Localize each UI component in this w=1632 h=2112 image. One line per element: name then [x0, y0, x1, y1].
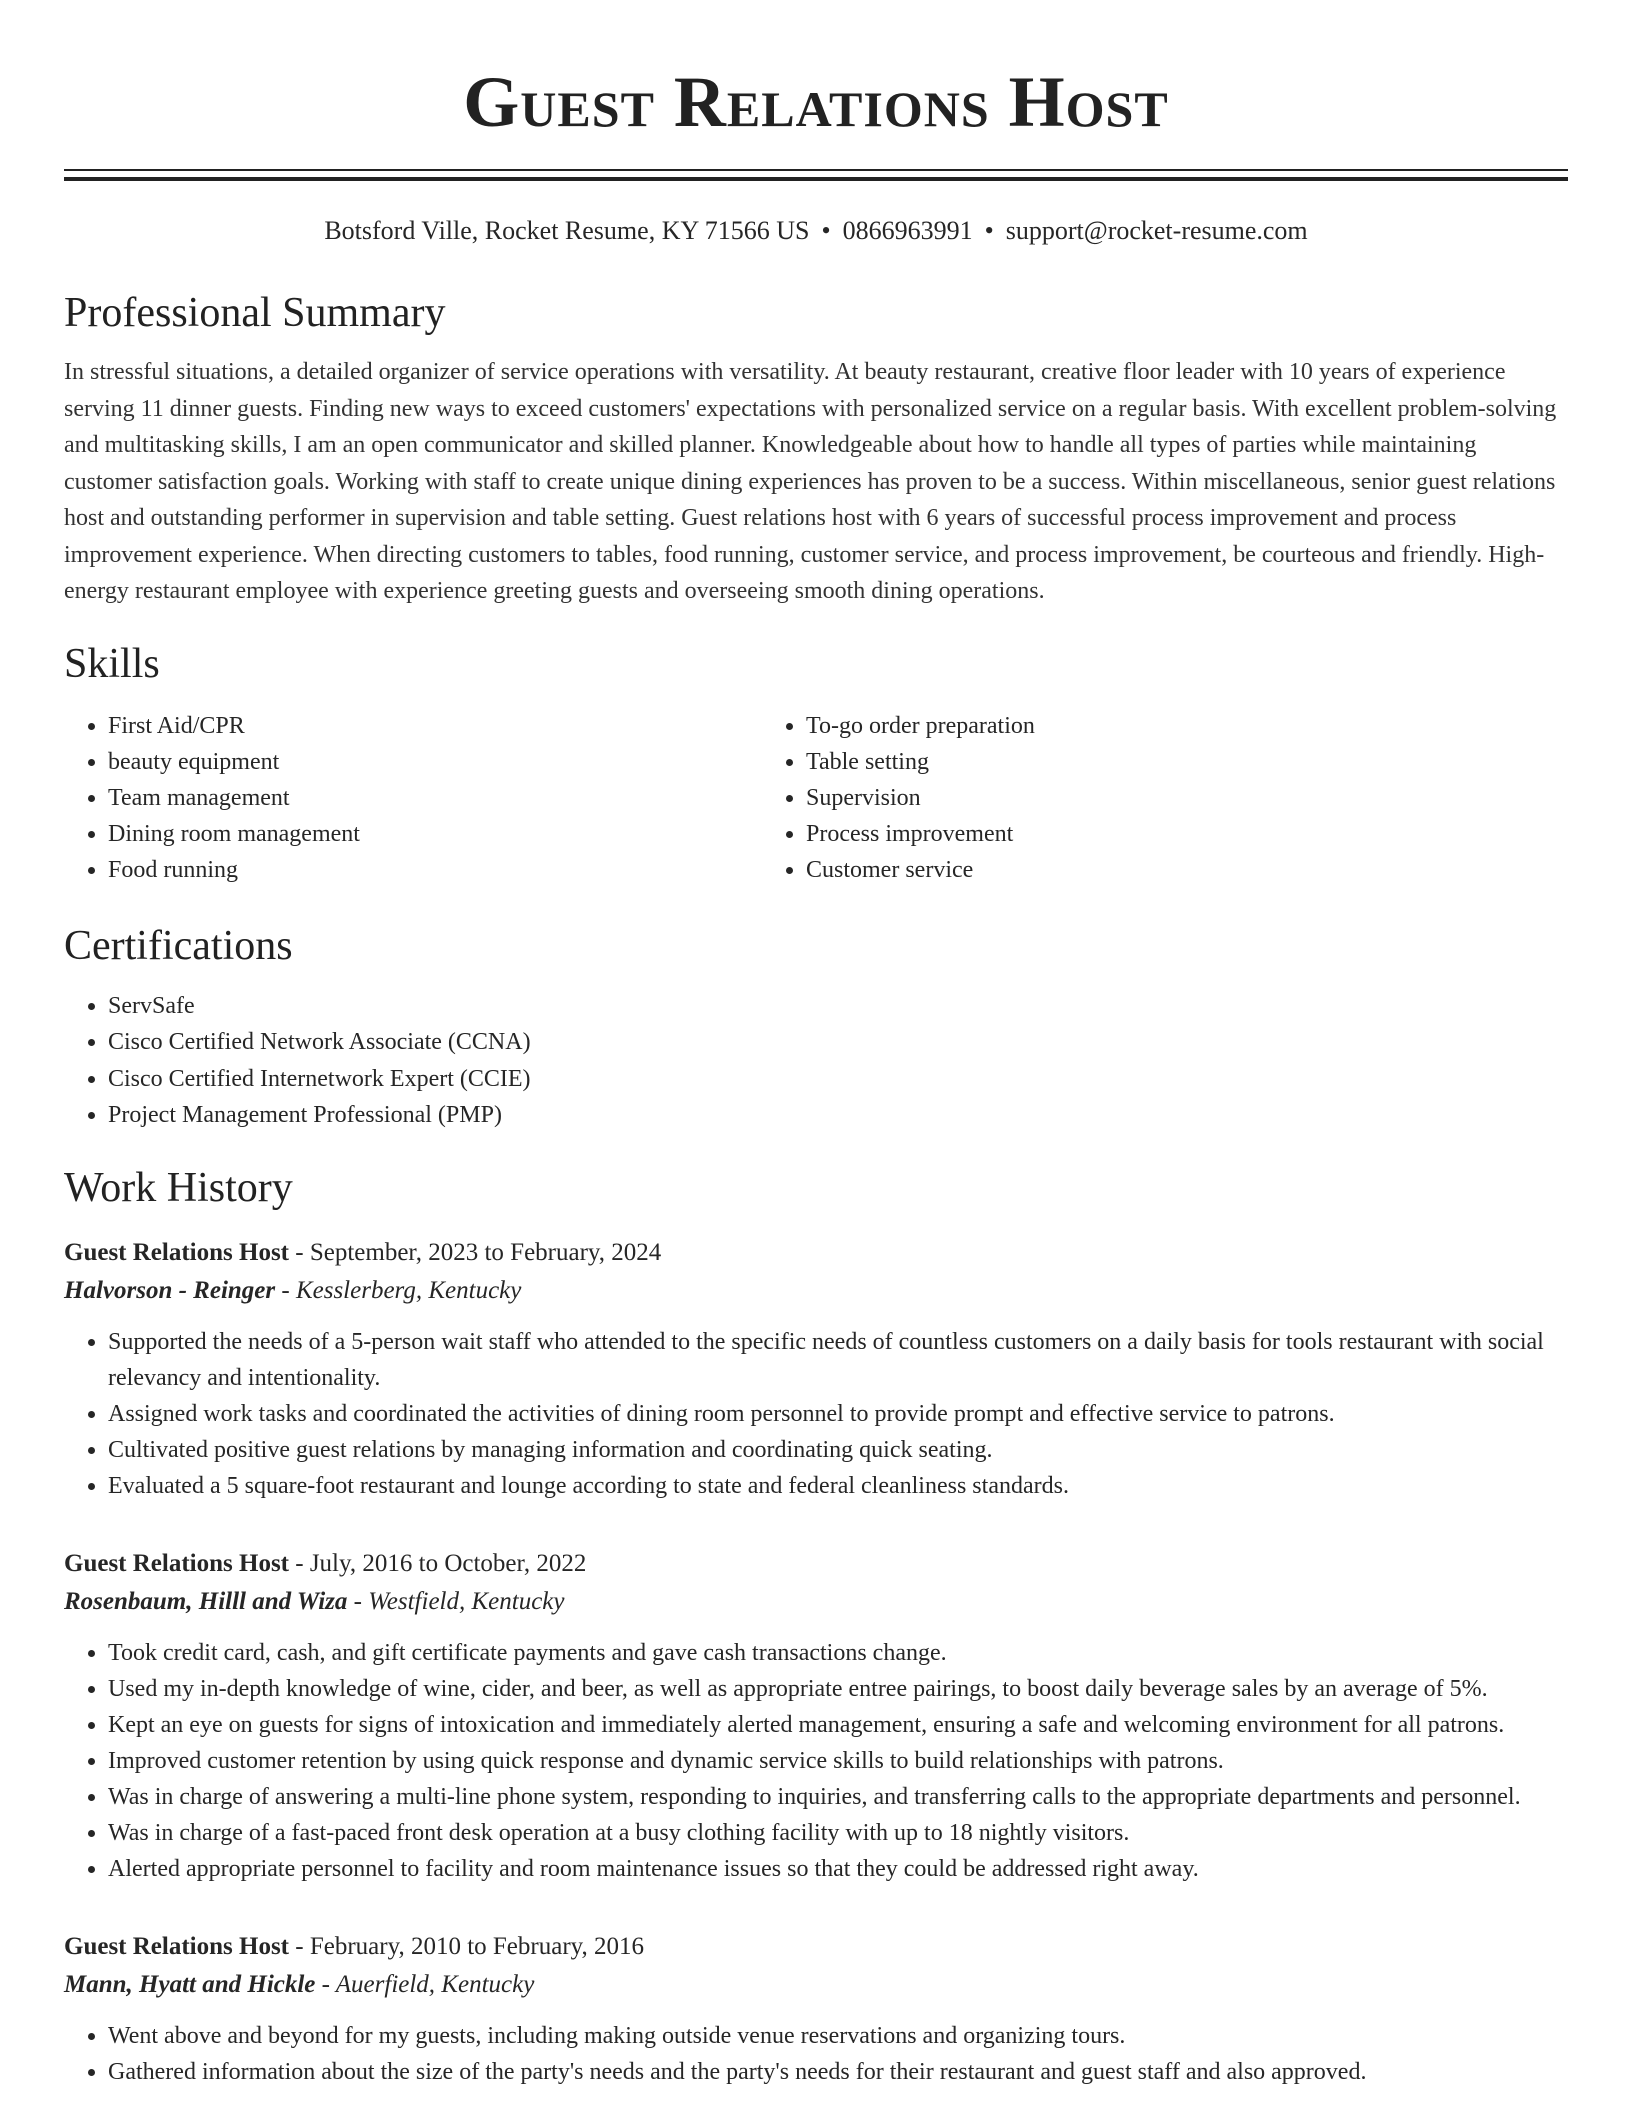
work-history-heading: Work History — [64, 1164, 293, 1211]
skill-item: • Customer service — [806, 852, 1460, 888]
certifications-section — [64, 922, 1568, 1134]
job-company-line — [64, 1583, 1568, 1621]
skill-item: • To-go order preparation — [806, 708, 1460, 744]
job-title: Guest Relations Host — [64, 1549, 289, 1577]
contact-separator: • — [821, 216, 831, 245]
job-company: Mann, Hyatt and Hickle — [64, 1970, 316, 1998]
duty-item: • Evaluated a 5 square-foot restaurant and lounge according to state and federal cleanliness standards. — [108, 1468, 1568, 1504]
resume-page — [64, 0, 1568, 2090]
duty-item: • Supported the needs of a 5-person wait staff who attended to the specific needs of countless customers on a daily basis for tools restaurant with social relevancy and intentionality. — [108, 1324, 1568, 1396]
job-company-line — [64, 1966, 1568, 2004]
job-title-line — [64, 1234, 1568, 1272]
certification-item: • Cisco Certified Internetwork Expert (CCIE) — [108, 1061, 1568, 1098]
job-dash: - — [289, 1238, 310, 1266]
summary-text: In stressful situations, a detailed organizer of service operations with versatility. At beauty restaurant, creative floor leader with 10 years of experience serving 11 dinner guests. Finding new ways to exceed customers' expectations with personalized service on a regular basis. With excellent problem-solving and multitasking skills, I am an open communicator and skilled planner. Knowledgeable about how to handle all types of parties while maintaining customer satisfaction goals. Working with staff to create unique dining experiences has proven to be a success. Within miscellaneous, senior guest relations host and outstanding performer in supervision and table setting. Guest relations host with 6 years of successful process improvement and process improvement experience. When directing customers to tables, food running, customer service, and process improvement, be courteous and friendly. High-energy restaurant employee with experience greeting guests and overseeing smooth dining operations. — [64, 359, 1557, 604]
skill-item: • beauty equipment — [108, 744, 762, 780]
duty-item: • Used my in-depth knowledge of wine, cider, and beer, as well as appropriate entree pairings, to boost daily beverage sales by an average of 5%. — [108, 1671, 1568, 1707]
duty-item: • Was in charge of a fast-paced front desk operation at a busy clothing facility with up to 18 nightly visitors. — [108, 1815, 1568, 1851]
job-title: Guest Relations Host — [64, 1932, 289, 1960]
job-dash: - — [315, 1970, 336, 1998]
job-title-line — [64, 1545, 1568, 1583]
job-dates: February, 2010 to February, 2016 — [309, 1932, 645, 1960]
skills-list-left — [64, 708, 762, 888]
skills-columns — [64, 708, 1568, 888]
duty-item: • Was in charge of answering a multi-line phone system, responding to inquiries, and transferring calls to the appropriate departments and personnel. — [108, 1779, 1568, 1815]
skill-item: • Supervision — [806, 780, 1460, 816]
job-company-line — [64, 1272, 1568, 1310]
job-dash: - — [289, 1932, 310, 1960]
skills-list-right — [762, 708, 1460, 888]
job-location: Westfield, Kentucky — [368, 1587, 565, 1615]
duty-item: • Improved customer retention by using quick response and dynamic service skills to build relationships with patrons. — [108, 1743, 1568, 1779]
skill-item: • Process improvement — [806, 816, 1460, 852]
duty-item: • Cultivated positive guest relations by managing information and coordinating quick seating. — [108, 1432, 1568, 1468]
job-dash: - — [347, 1587, 369, 1615]
duty-item: • Assigned work tasks and coordinated the activities of dining room personnel to provide prompt and effective service to patrons. — [108, 1396, 1568, 1432]
contact-phone: 0866963991 — [842, 216, 973, 245]
skill-item: • Team management — [108, 780, 762, 816]
job-duties — [64, 2018, 1568, 2090]
duty-item: • Gathered information about the size of the party's needs and the party's needs for their restaurant and guest staff and also approved. — [108, 2054, 1568, 2090]
summary-section — [64, 289, 1568, 610]
duty-item: • Went above and beyond for my guests, including making outside venue reservations and organizing tours. — [108, 2018, 1568, 2054]
duty-item: • Kept an eye on guests for signs of intoxication and immediately alerted management, ensuring a safe and welcoming environment for all patrons. — [108, 1707, 1568, 1743]
contact-address: Botsford Ville, Rocket Resume, KY 71566 US — [324, 216, 810, 245]
job-location: Auerfield, Kentucky — [335, 1970, 535, 1998]
skills-section — [64, 640, 1568, 888]
contact-line — [64, 215, 1568, 247]
work-history-section — [64, 1164, 1568, 2090]
certifications-list — [64, 988, 1568, 1134]
job-duties — [64, 1324, 1568, 1504]
skill-item: • First Aid/CPR — [108, 708, 762, 744]
job-dates: July, 2016 to October, 2022 — [309, 1549, 587, 1577]
job-title: Guest Relations Host — [64, 1238, 289, 1266]
job-entry — [64, 1545, 1568, 1887]
certifications-heading: Certifications — [64, 922, 293, 969]
job-dash: - — [289, 1549, 310, 1577]
certification-item: • Cisco Certified Network Associate (CCNA) — [108, 1024, 1568, 1061]
job-dash: - — [275, 1276, 296, 1304]
contact-separator: • — [984, 216, 994, 245]
duty-item: • Took credit card, cash, and gift certificate payments and gave cash transactions change. — [108, 1635, 1568, 1671]
job-entry — [64, 1928, 1568, 2090]
job-location: Kesslerberg, Kentucky — [295, 1276, 522, 1304]
job-duties — [64, 1635, 1568, 1887]
job-company: Rosenbaum, Hilll and Wiza — [64, 1587, 348, 1615]
job-dates: September, 2023 to February, 2024 — [309, 1238, 662, 1266]
contact-email: support@rocket-resume.com — [1005, 216, 1308, 245]
skill-item: • Dining room management — [108, 816, 762, 852]
duty-item: • Alerted appropriate personnel to facility and room maintenance issues so that they could be addressed right away. — [108, 1851, 1568, 1887]
certification-item: • Project Management Professional (PMP) — [108, 1097, 1568, 1134]
job-company: Halvorson - Reinger — [64, 1276, 276, 1304]
job-entry — [64, 1234, 1568, 1504]
skill-item: • Food running — [108, 852, 762, 888]
summary-heading: Professional Summary — [64, 290, 446, 336]
skills-heading: Skills — [64, 640, 160, 687]
job-title-line — [64, 1928, 1568, 1966]
candidate-name: Guest Relations Host — [463, 62, 1169, 142]
certification-item: • ServSafe — [108, 988, 1568, 1025]
header-divider — [64, 169, 1568, 181]
skill-item: • Table setting — [806, 744, 1460, 780]
